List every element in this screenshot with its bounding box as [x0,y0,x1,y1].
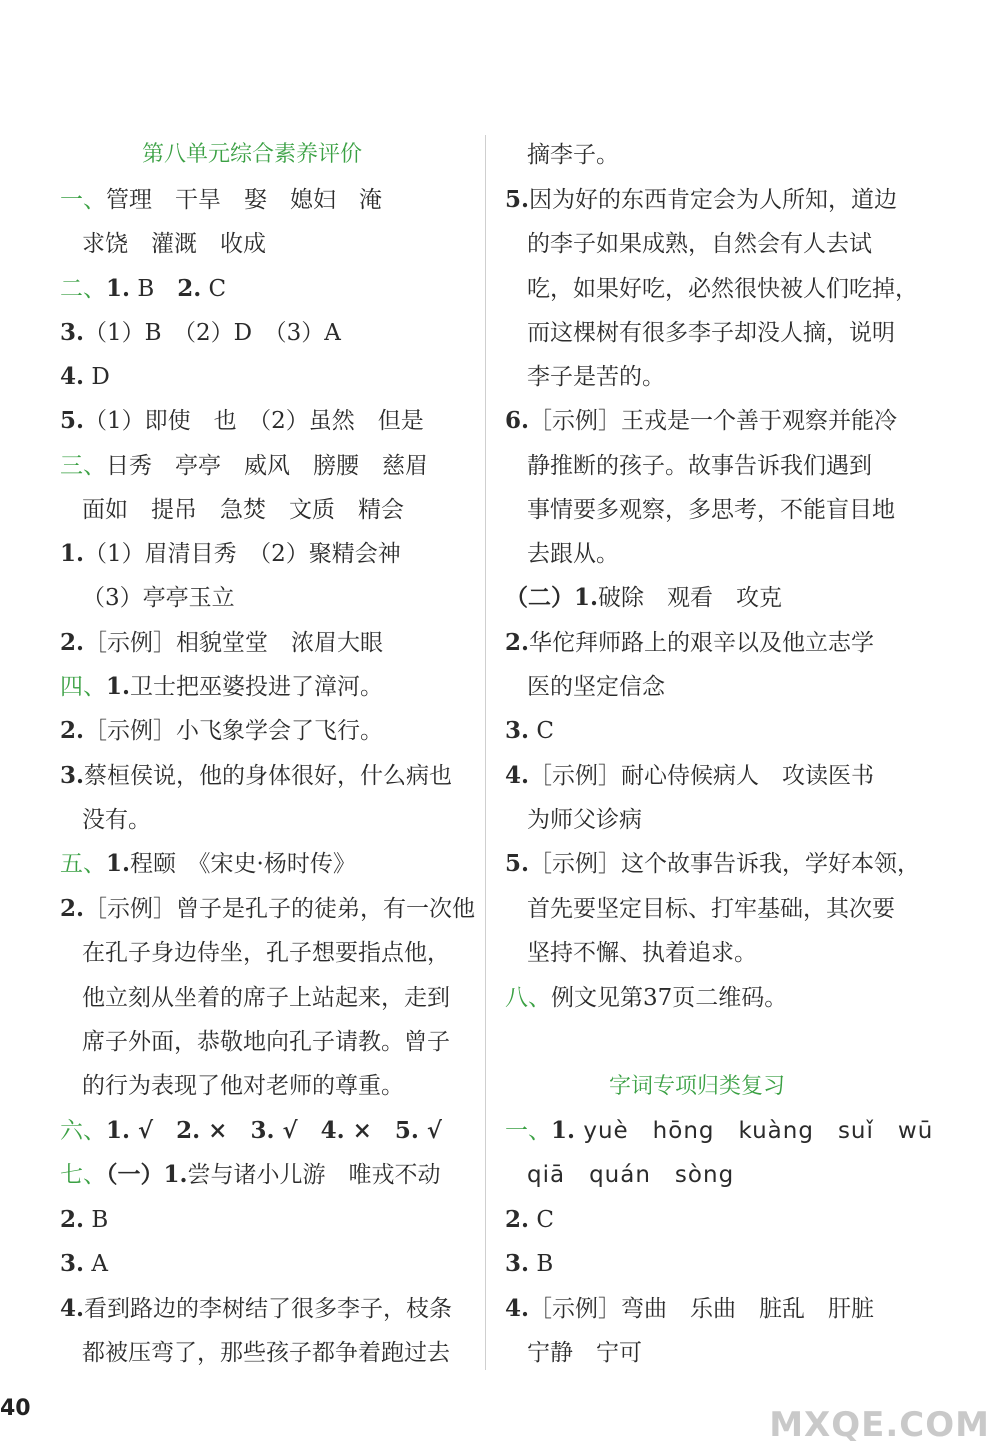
answer-text: 卫士把巫婆投进了漳河。 [130,674,384,700]
answer-line [60,672,383,702]
answer-text: B [529,1251,554,1277]
answer-line [60,451,428,481]
section-marker: 五、 [60,851,106,877]
answer-line [505,406,897,436]
answer-line: 都被压弯了，那些孩子都争着跑过去 [82,1340,450,1366]
answer-line [505,1294,874,1324]
answer-line [60,1294,452,1324]
answer-line: 坚持不懈、执着追求。 [527,940,757,966]
question-number: 3. [60,1250,85,1277]
answer-text: ［示例］耐心侍候病人 攻读医书 [529,763,875,789]
answer-line: （3）亭亭玉立 [82,585,235,611]
section-marker: 六、 [60,1118,106,1144]
answer-line: 而这棵树有很多李子却没人摘，说明 [527,320,895,346]
question-number: 5. [505,186,530,213]
question-number: 2. [505,1206,530,1233]
answer-text: ［示例］王戎是一个善于观察并能冷 [529,408,898,434]
watermark-logo: MXQE.COM [769,1405,990,1445]
pinyin-text: yuè hōng kuàng suǐ wū [575,1118,934,1144]
answer-text: （1）即使 也 （2）虽然 但是 [84,408,424,434]
judgement-item: 1. √ [106,1117,154,1144]
answer-line [60,274,226,304]
judgement-item: 2. × [176,1117,228,1144]
answer-text: ［示例］相貌堂堂 浓眉大眼 [84,630,384,656]
question-number: 2. [505,629,530,656]
answer-text: C [201,276,227,302]
answer-text: C [529,718,554,744]
answer-line: 他立刻从坐着的席子上站起来，走到 [82,985,450,1011]
section-title-vocab-review: 字词专项归类复习 [609,1074,786,1099]
answer-line [60,894,475,924]
answer-line [505,628,874,658]
section-marker: 七、 [60,1162,106,1188]
answer-line: 事情要多观察，多思考，不能盲目地 [527,497,895,523]
answer-text: B [130,276,178,302]
section-marker: 三、 [60,453,106,479]
answer-line: 求饶 灌溉 收成 [82,231,266,257]
question-number: 3. [60,762,85,789]
answer-text: 看到路边的李树结了很多李子，枝条 [84,1296,453,1322]
question-number: 2. [60,629,85,656]
answer-line [505,849,920,879]
answer-text: 例文见第37页二维码。 [551,985,788,1011]
answer-line: 面如 提吊 急焚 文质 精会 [82,497,404,523]
question-number: 3. [60,319,85,346]
answer-text: 蔡桓侯说，他的身体很好，什么病也 [84,763,453,789]
question-number: 2. [60,1206,85,1233]
answer-line [505,583,782,613]
question-number: （一）1. [106,1161,188,1188]
answer-text: ［示例］弯曲 乐曲 脏乱 肝脏 [529,1296,875,1322]
section-marker: 二、 [60,276,106,302]
answer-line: 宁静 宁可 [527,1340,642,1366]
question-number: 1. [106,850,131,877]
answer-line: 吃，如果好吃，必然很快被人们吃掉， [527,276,918,302]
answer-line: 摘李子。 [527,142,619,168]
question-number: 3. [505,717,530,744]
answer-text: 尝与诸小儿游 唯戎不动 [187,1162,441,1188]
answer-text: 管理 干旱 娶 媳妇 淹 [106,187,382,213]
answer-line [505,716,554,746]
question-number: （二）1. [505,584,599,611]
answer-line [60,1116,442,1146]
answer-line: 静推断的孩子。故事告诉我们遇到 [527,453,872,479]
answer-line [505,1205,554,1235]
answer-line: 在孔子身边侍坐，孔子想要指点他， [82,940,450,966]
answer-text: 日秀 亭亭 威风 膀腰 慈眉 [106,453,428,479]
answer-text: 程颐 《宋史·杨时传》 [130,851,356,877]
answer-line: 去跟从。 [527,541,619,567]
answer-line: 李子是苦的。 [527,364,665,390]
answer-line [60,849,356,879]
answer-line: 的李子如果成熟，自然会有人去试 [527,231,872,257]
answer-text: C [529,1207,554,1233]
answer-text: B [84,1207,109,1233]
answer-line [60,539,401,569]
question-number: 5. [60,407,85,434]
answer-line [505,983,787,1013]
answer-text: A [84,1251,108,1277]
answer-line [60,1249,108,1279]
answer-text: ［示例］曾子是孔子的徒弟，有一次他 [84,896,476,922]
answer-line: qiā quán sòng [527,1162,735,1188]
question-number: 1. [551,1117,576,1144]
judgement-item: 3. √ [250,1117,298,1144]
answer-text: D [84,364,110,390]
section-marker: 一、 [60,187,106,213]
answer-text: 华佗拜师路上的艰辛以及他立志学 [529,630,875,656]
question-number: 4. [60,363,85,390]
question-number: 4. [505,762,530,789]
answer-line: 席子外面，恭敬地向孔子请教。曾子 [82,1029,450,1055]
question-number: 2. [60,717,85,744]
answer-line [60,761,452,791]
column-divider [485,135,486,1370]
answer-line [60,628,383,658]
answer-text: ［示例］这个故事告诉我，学好本领， [529,851,921,877]
answer-text: ［示例］小飞象学会了飞行。 [84,718,384,744]
question-number: 2. [60,895,85,922]
page-number: 40 [0,1396,31,1421]
answer-line [60,1205,108,1235]
answer-line [60,406,424,436]
section-marker: 一、 [505,1118,551,1144]
answer-line: 首先要坚定目标、打牢基础，其次要 [527,896,895,922]
question-number: 5. [505,850,530,877]
answer-line [60,716,383,746]
question-number: 2. [177,275,202,302]
answer-text: 破除 观看 攻克 [598,585,783,611]
judgement-item: 4. × [320,1117,372,1144]
answer-text: （1）眉清目秀 （2）聚精会神 [84,541,401,567]
answer-line [505,1249,553,1279]
section-marker: 四、 [60,674,106,700]
answer-line [505,1116,933,1146]
question-number: 1. [106,275,131,302]
section-title-unit8: 第八单元综合素养评价 [142,142,363,167]
answer-line: 为师父诊病 [527,807,642,833]
answer-line [60,1160,441,1190]
answer-text: 因为好的东西肯定会为人所知，道边 [529,187,898,213]
answer-line [60,362,110,392]
judgement-item: 5. √ [394,1117,443,1144]
answer-text: （1）B （2）D （3）A [84,320,341,346]
answer-line: 的行为表现了他对老师的尊重。 [82,1073,404,1099]
answer-line: 医的坚定信念 [527,674,665,700]
section-marker: 八、 [505,985,551,1011]
answer-line [505,185,897,215]
answer-line [60,185,382,215]
question-number: 1. [106,673,131,700]
question-number: 4. [60,1295,85,1322]
answer-line: 没有。 [82,807,151,833]
question-number: 3. [505,1250,530,1277]
question-number: 4. [505,1295,530,1322]
answer-line [60,318,341,348]
question-number: 6. [505,407,530,434]
question-number: 1. [60,540,85,567]
answer-line [505,761,874,791]
